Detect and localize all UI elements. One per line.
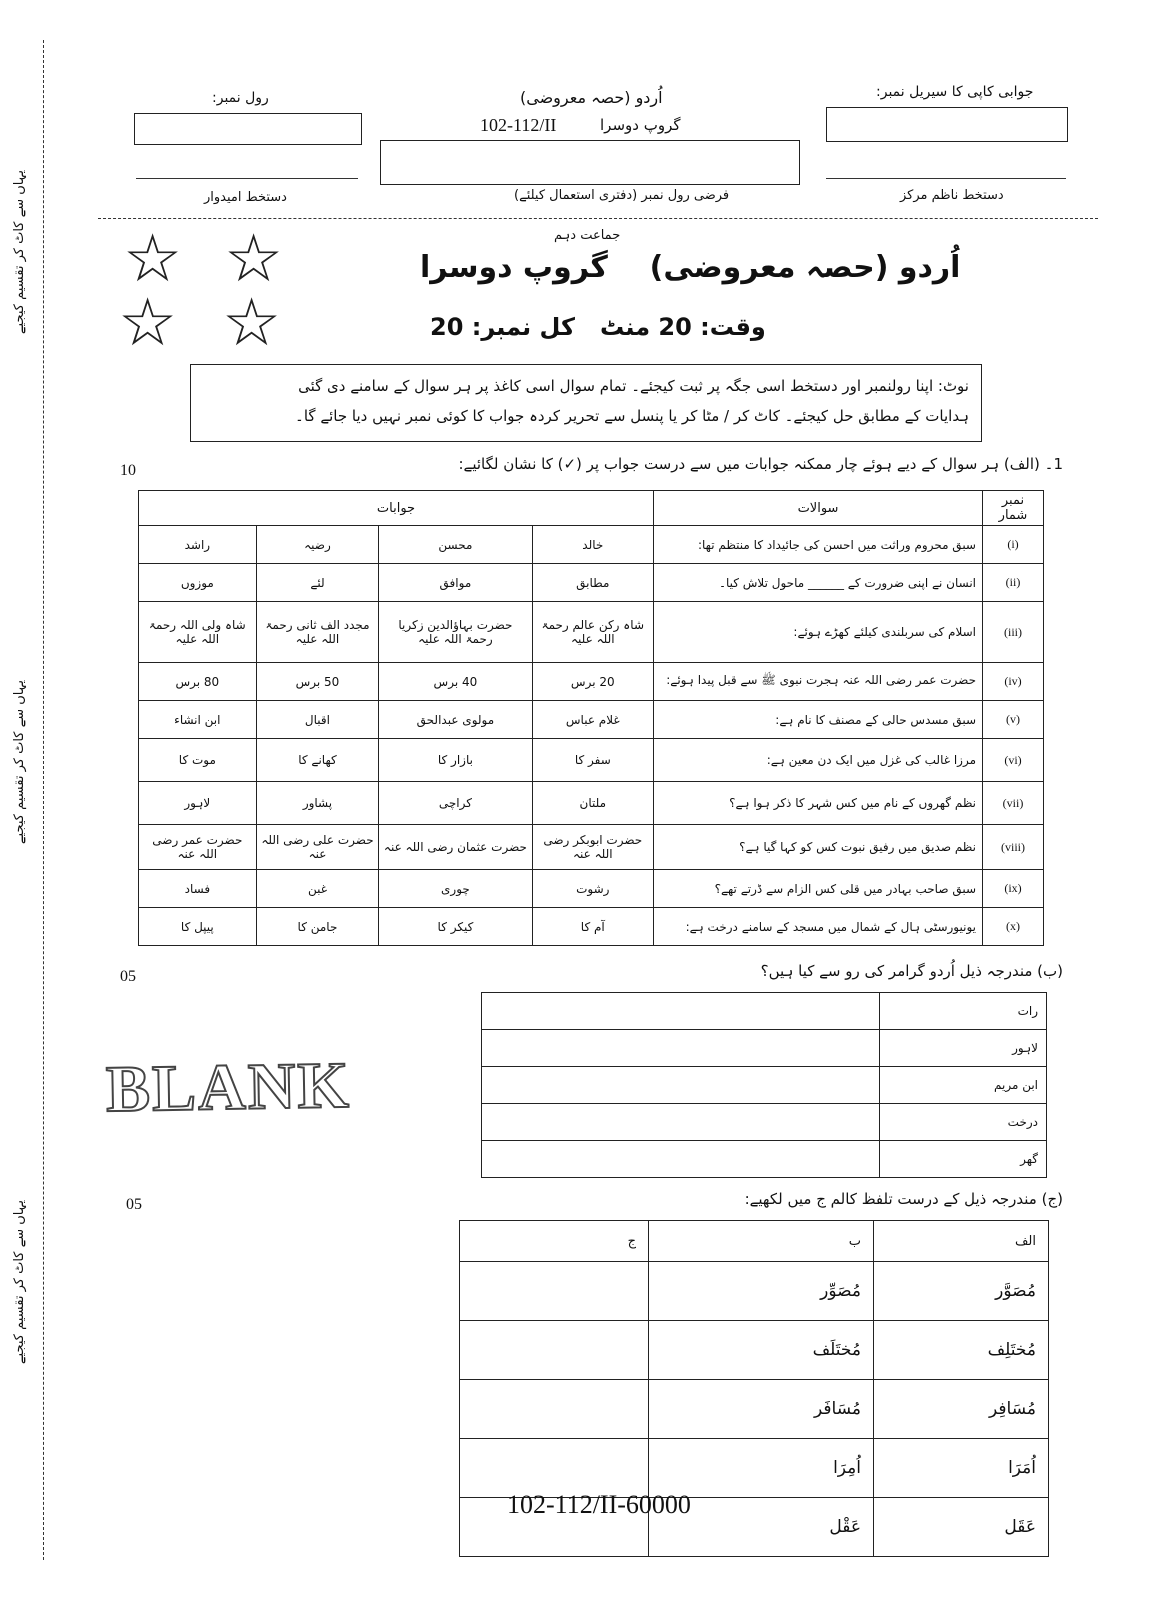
- option-cell[interactable]: رضیہ: [256, 526, 379, 564]
- question-text: حضرت عمر رضی اللہ عنہ ہجرت نبوی ﷺ سے قبل پیدا ہوئے:: [654, 663, 983, 701]
- pronunciation-row: [460, 1321, 1049, 1380]
- fictitious-roll-label: فرضی رول نمبر (دفتری استعمال کیلئے): [514, 188, 730, 203]
- grammar-word: رات: [880, 993, 1047, 1030]
- option-bay: مُختَلَف: [649, 1321, 874, 1380]
- answer-field-jeem[interactable]: [460, 1262, 649, 1321]
- grammar-row: [482, 1030, 1047, 1067]
- signature-line-candidate: [136, 178, 358, 179]
- question-text: سبق محروم وراثت میں احسن کی جائیداد کا منتظم تھا:: [654, 526, 983, 564]
- pronunciation-row: [460, 1380, 1049, 1439]
- option-cell[interactable]: حضرت علی رضی اللہ عنہ: [256, 825, 379, 870]
- option-alif: مُختَلِف: [874, 1321, 1049, 1380]
- center-supervisor-signature-label: دستخط ناظم مرکز: [900, 188, 1004, 203]
- option-cell[interactable]: بازار کا: [379, 739, 532, 782]
- total-marks-label: کل نمبر: 20: [430, 313, 575, 341]
- roll-number-field[interactable]: [134, 113, 362, 145]
- note-line-1: نوٹ: اپنا رولنمبر اور دستخط اسی جگہ پر ثبت کیجئے۔ تمام سوال اسی کاغذ پر ہر سوال کے سامنے دی گئی: [298, 377, 969, 395]
- grammar-word: گھر: [880, 1141, 1047, 1178]
- header-answers: جوابات: [139, 491, 654, 526]
- pronunciation-row: [460, 1439, 1049, 1498]
- option-cell[interactable]: پشاور: [256, 782, 379, 825]
- star-icon: ☆: [224, 220, 284, 297]
- option-cell[interactable]: رشوت: [532, 870, 653, 908]
- section-b-instruction: (ب) مندرجہ ذیل اُردو گرامر کی رو سے کیا ہیں؟: [760, 962, 1063, 980]
- blank-stamp: BLANK: [105, 1048, 352, 1127]
- option-cell[interactable]: چوری: [379, 870, 532, 908]
- answer-field-jeem[interactable]: [460, 1321, 649, 1380]
- star-icon: ☆: [118, 284, 178, 361]
- question-text: یونیورسٹی ہال کے شمال میں مسجد کے سامنے درخت ہے:: [654, 908, 983, 946]
- option-cell[interactable]: شاہ ولی اللہ رحمۃ اللہ علیہ: [139, 602, 257, 663]
- question-row: [139, 825, 1044, 870]
- star-icon: ☆: [123, 220, 183, 297]
- option-cell[interactable]: پیپل کا: [139, 908, 257, 946]
- answer-field-jeem[interactable]: [460, 1439, 649, 1498]
- option-cell[interactable]: فساد: [139, 870, 257, 908]
- option-cell[interactable]: ابن انشاء: [139, 701, 257, 739]
- signature-line-supervisor: [826, 178, 1066, 179]
- question-row: [139, 739, 1044, 782]
- option-cell[interactable]: لئے: [256, 564, 379, 602]
- question-number: (iv): [983, 663, 1044, 701]
- grammar-word: لاہور: [880, 1030, 1047, 1067]
- answer-copy-serial-field[interactable]: [826, 107, 1068, 142]
- answer-copy-serial-label: جوابی کاپی کا سیریل نمبر:: [876, 84, 1034, 100]
- column-header-jeem: ج: [460, 1221, 649, 1262]
- header-number: نمبر شمار: [983, 491, 1044, 526]
- main-title: اُردو (حصہ معروضی) گروپ دوسرا: [420, 250, 961, 285]
- mcq-table: [138, 490, 1044, 946]
- grammar-answer-field[interactable]: [482, 993, 880, 1030]
- question-number: (x): [983, 908, 1044, 946]
- question-number: (viii): [983, 825, 1044, 870]
- question-number: (i): [983, 526, 1044, 564]
- grammar-row: [482, 1104, 1047, 1141]
- section-c-marks: 05: [126, 1196, 142, 1213]
- option-cell[interactable]: راشد: [139, 526, 257, 564]
- option-cell[interactable]: جامن کا: [256, 908, 379, 946]
- option-cell[interactable]: موزوں: [139, 564, 257, 602]
- question-row: [139, 564, 1044, 602]
- note-box: [190, 364, 982, 442]
- group-header: گروپ دوسرا: [600, 116, 681, 134]
- option-cell[interactable]: مولوی عبدالحق: [379, 701, 532, 739]
- margin-note-2: یہاں سے کاٹ کر تقسیم کیجیے: [12, 680, 27, 845]
- question-row: [139, 870, 1044, 908]
- option-bay: عَقْل: [649, 1498, 874, 1557]
- option-cell[interactable]: خالد: [532, 526, 653, 564]
- option-cell[interactable]: کھانے کا: [256, 739, 379, 782]
- option-cell[interactable]: 80 برس: [139, 663, 257, 701]
- option-cell[interactable]: ملتان: [532, 782, 653, 825]
- option-cell[interactable]: مجدد الف ثانی رحمۃ اللہ علیہ: [256, 602, 379, 663]
- option-cell[interactable]: کیکر کا: [379, 908, 532, 946]
- question-text: انسان نے اپنی ضرورت کے ______ ماحول تلاش کیا۔: [654, 564, 983, 602]
- option-cell[interactable]: آم کا: [532, 908, 653, 946]
- question-text: نظم صدیق میں رفیق نبوت کس کو کہا گیا ہے؟: [654, 825, 983, 870]
- question-text: مرزا غالب کی غزل میں ایک دن معین ہے:: [654, 739, 983, 782]
- answer-field-jeem[interactable]: [460, 1380, 649, 1439]
- question-text: سبق صاحب بہادر میں قلی کس الزام سے ڈرتے تھے؟: [654, 870, 983, 908]
- header-questions: سوالات: [654, 491, 983, 526]
- question-row: [139, 782, 1044, 825]
- option-cell[interactable]: سفر کا: [532, 739, 653, 782]
- time-label: وقت: 20 منٹ: [600, 313, 766, 341]
- question-text: اسلام کی سربلندی کیلئے کھڑے ہوئے:: [654, 602, 983, 663]
- question-row: [139, 663, 1044, 701]
- question-text: نظم گھروں کے نام میں کس شہر کا ذکر ہوا ہے؟: [654, 782, 983, 825]
- question-number: (ii): [983, 564, 1044, 602]
- class-label: جماعت دہم: [554, 228, 621, 243]
- star-icon: ☆: [222, 284, 282, 361]
- option-alif: عَقَل: [874, 1498, 1049, 1557]
- section-c-instruction: (ج) مندرجہ ذیل کے درست تلفظ کالم ج میں لکھیے:: [744, 1190, 1063, 1208]
- roll-number-label: رول نمبر:: [212, 90, 269, 106]
- grammar-answer-field[interactable]: [482, 1067, 880, 1104]
- footer-code: 102-112/II-60000: [507, 1490, 691, 1519]
- question-number: (iii): [983, 602, 1044, 663]
- grammar-row: [482, 1067, 1047, 1104]
- option-alif: اُمَرَا: [874, 1439, 1049, 1498]
- question-number: (v): [983, 701, 1044, 739]
- option-bay: مُسَافَر: [649, 1380, 874, 1439]
- fictitious-roll-field[interactable]: [380, 140, 800, 185]
- section-a-instruction: 1۔ (الف) ہر سوال کے دیے ہوئے چار ممکنہ جوابات میں سے درست جواب پر (✓) کا نشان لگائیے:: [458, 455, 1063, 473]
- margin-note-1: یہاں سے کاٹ کر تقسیم کیجیے: [12, 170, 27, 335]
- option-bay: اُمِرَا: [649, 1439, 874, 1498]
- question-number: (ix): [983, 870, 1044, 908]
- option-cell[interactable]: 20 برس: [532, 663, 653, 701]
- grammar-word: ابن مریم: [880, 1067, 1047, 1104]
- option-cell[interactable]: مطابق: [532, 564, 653, 602]
- column-header-bay: ب: [649, 1221, 874, 1262]
- question-number: (vi): [983, 739, 1044, 782]
- option-cell[interactable]: اقبال: [256, 701, 379, 739]
- option-cell[interactable]: لاہور: [139, 782, 257, 825]
- question-number: (vii): [983, 782, 1044, 825]
- option-bay: مُصَوِّر: [649, 1262, 874, 1321]
- subject-title-header: اُردو (حصہ معروضی): [520, 88, 663, 107]
- note-line-2: ہدایات کے مطابق حل کیجئے۔ کاٹ کر / مٹا کر یا پنسل سے تحریر کردہ جواب کا کوئی نمبر نہیں دیا جائے گا۔: [295, 407, 969, 425]
- grammar-table: [481, 992, 1047, 1178]
- question-row: [139, 526, 1044, 564]
- option-cell[interactable]: کراچی: [379, 782, 532, 825]
- grammar-row: [482, 993, 1047, 1030]
- column-header-alif: الف: [874, 1221, 1049, 1262]
- option-alif: مُسَافِر: [874, 1380, 1049, 1439]
- candidate-signature-label: دستخط امیدوار: [204, 190, 287, 205]
- option-cell[interactable]: حضرت بہاؤالدین زکریا رحمۃ اللہ علیہ: [379, 602, 532, 663]
- grammar-row: [482, 1141, 1047, 1178]
- cut-line-header: [98, 218, 1098, 219]
- section-a-marks: 10: [120, 462, 136, 479]
- paper-code-header: 102-112/II: [480, 115, 557, 135]
- option-cell[interactable]: موافق: [379, 564, 532, 602]
- question-text: سبق مسدس حالی کے مصنف کا نام ہے:: [654, 701, 983, 739]
- grammar-word: درخت: [880, 1104, 1047, 1141]
- option-cell[interactable]: محسن: [379, 526, 532, 564]
- question-row: [139, 602, 1044, 663]
- grammar-answer-field[interactable]: [482, 1141, 880, 1178]
- pronunciation-row: [460, 1262, 1049, 1321]
- grammar-answer-field[interactable]: [482, 1104, 880, 1141]
- option-cell[interactable]: موت کا: [139, 739, 257, 782]
- option-cell[interactable]: حضرت عثمان رضی اللہ عنہ: [379, 825, 532, 870]
- grammar-answer-field[interactable]: [482, 1030, 880, 1067]
- option-cell[interactable]: غبن: [256, 870, 379, 908]
- option-alif: مُصَوَّر: [874, 1262, 1049, 1321]
- section-b-marks: 05: [120, 968, 136, 985]
- question-row: [139, 701, 1044, 739]
- question-row: [139, 908, 1044, 946]
- option-cell[interactable]: شاہ رکن عالم رحمۃ اللہ علیہ: [532, 602, 653, 663]
- option-cell[interactable]: 40 برس: [379, 663, 532, 701]
- option-cell[interactable]: حضرت ابوبکر رضی اللہ عنہ: [532, 825, 653, 870]
- option-cell[interactable]: 50 برس: [256, 663, 379, 701]
- margin-note-3: یہاں سے کاٹ کر تقسیم کیجیے: [12, 1200, 27, 1365]
- option-cell[interactable]: حضرت عمر رضی اللہ عنہ: [139, 825, 257, 870]
- option-cell[interactable]: غلام عباس: [532, 701, 653, 739]
